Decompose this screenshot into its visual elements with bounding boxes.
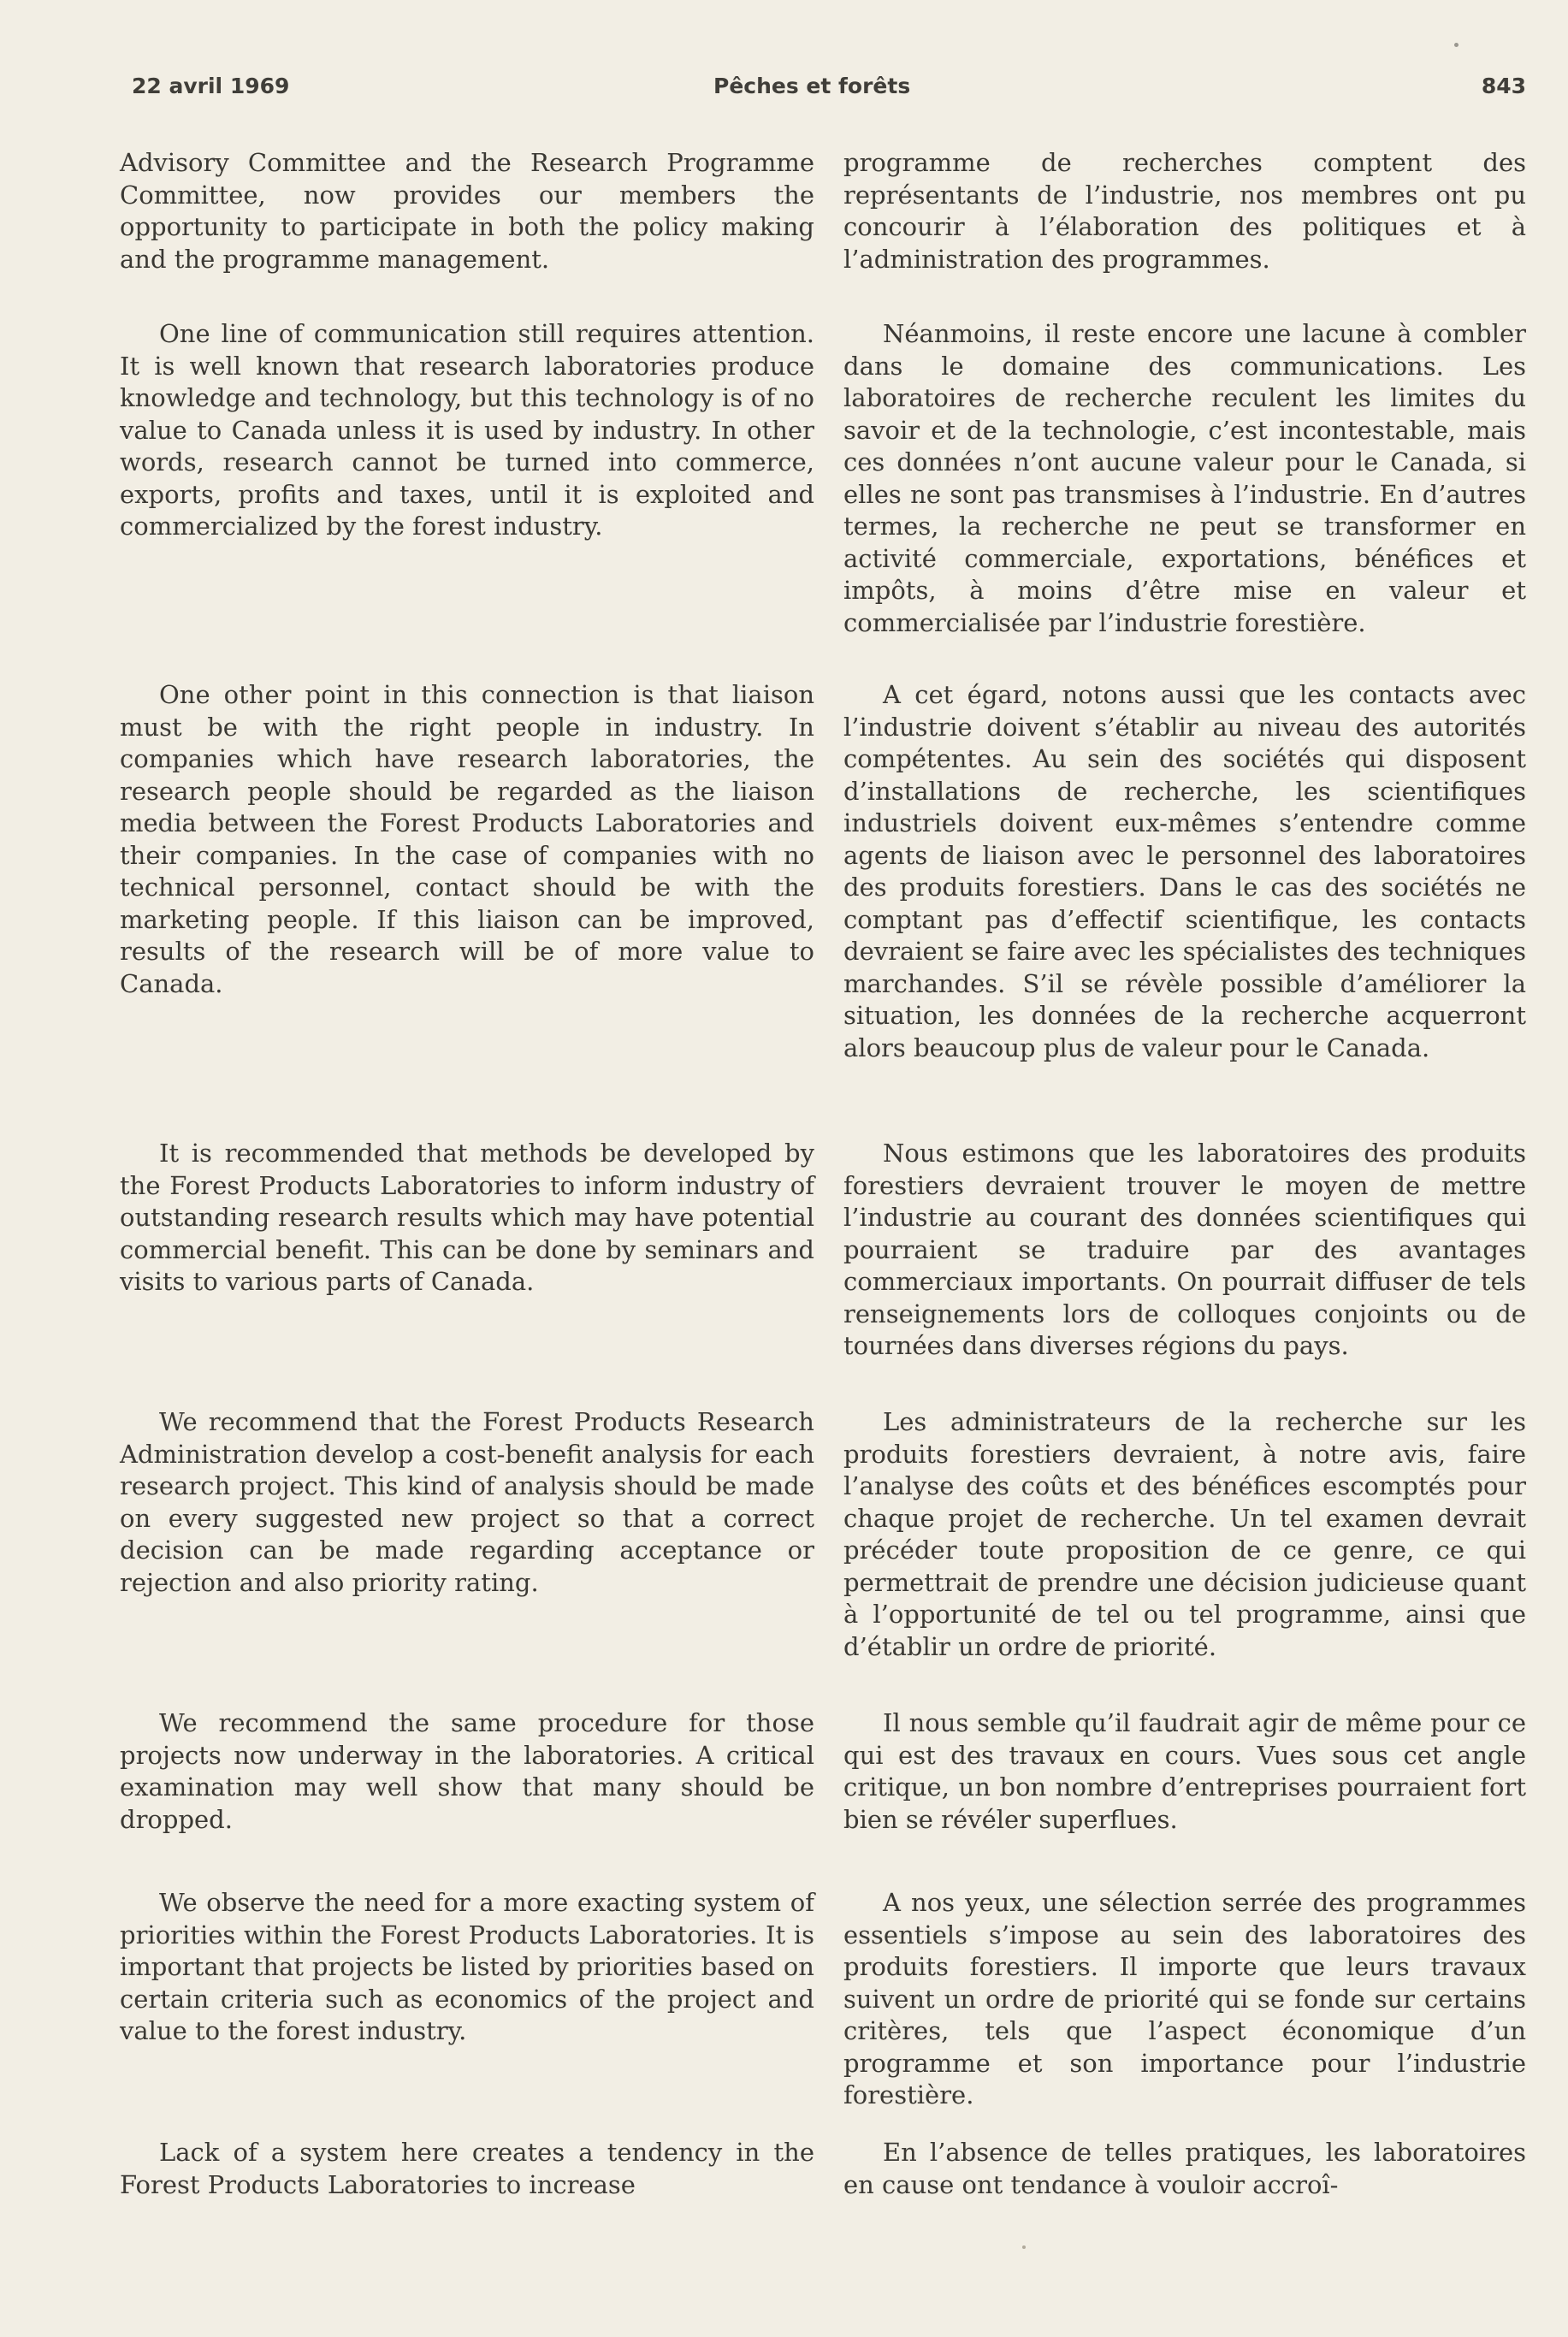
french-paragraph: Les administrateurs de la recherche sur les produits forestiers devraient, à notre avis, faire l’analyse des coûts et des bénéfices escomptés pour chaque projet de recherche. Un tel examen devrait précéder toute proposition de ce genre, ce qui permettrait de prendre une décision judicieuse quant à l’opportunité de tel ou tel programme, ainsi que d’établir un ordre de priorité. (843, 1407, 1526, 1661)
french-paragraph: A cet égard, notons aussi que les contacts avec l’industrie doivent s’établir au niveau des autorités compétentes. Au sein des sociétés qui disposent d’installations de recherche, les scientifiques industriels doivent eux-mêmes s’entendre comme agents de liaison avec le personnel des laboratoires des produits forestiers. Dans le cas des sociétés ne comptant pas d’effectif scientifique, les contacts devraient se faire avec les spécialistes des techniques marchandes. S’il se révèle possible d’améliorer la situation, les données de la recherche acquerront alors beaucoup plus de valeur pour le Canada. (843, 680, 1526, 1062)
french-paragraph: Il nous semble qu’il faudrait agir de même pour ce qui est des travaux en cours. Vues sous cet angle critique, un bon nombre d’entreprises pourraient fort bien se révéler superflues. (843, 1708, 1526, 1834)
header-section-title: Pêches et forêts (713, 74, 911, 98)
english-paragraph: Advisory Committee and the Research Programme Committee, now provides our members the opportunity to participate in both the policy making and the programme management. (120, 148, 814, 274)
french-paragraph: programme de recherches comptent des représentants de l’industrie, nos membres ont pu concourir à l’élaboration des politiques et à l’administration des programmes. (843, 148, 1526, 274)
french-paragraph: Néanmoins, il reste encore une lacune à combler dans le domaine des communications. Les laboratoires de recherche reculent les limites du savoir et de la technologie, c’est incontestable, mais ces données n’ont aucune valeur pour le Canada, si elles ne sont pas transmises à l’industrie. En d’autres termes, la recherche ne peut se transformer en activité commerciale, exportations, bénéfices et impôts, à moins d’être mise en valeur et commercialisée par l’industrie forestière. (843, 319, 1526, 637)
running-header (132, 74, 1526, 108)
page-speck (1022, 2245, 1026, 2249)
french-paragraph: En l’absence de telles pratiques, les laboratoires en cause ont tendance à vouloir accroî- (843, 2138, 1526, 2199)
french-paragraph: Nous estimons que les laboratoires des produits forestiers devraient trouver le moyen de mettre l’industrie au courant des données scientifiques qui pourraient se traduire par des avantages commerciaux importants. On pourrait diffuser de tels renseignements lors de colloques conjoints ou de tournées dans diverses régions du pays. (843, 1139, 1526, 1360)
header-page-number: 843 (1481, 74, 1526, 98)
page-speck (1454, 43, 1459, 47)
english-paragraph: We observe the need for a more exacting system of priorities within the Forest Products Laboratories. It is important that projects be listed by priorities based on certain criteria such as economics of the project and value to the forest industry. (120, 1888, 814, 2045)
english-paragraph: It is recommended that methods be developed by the Forest Products Laboratories to inform industry of outstanding research results which may have potential commercial benefit. This can be done by seminars and visits to various parts of Canada. (120, 1139, 814, 1296)
english-paragraph: One other point in this connection is that liaison must be with the right people in industry. In companies which have research laboratories, the research people should be regarded as the liaison media between the Forest Products Laboratories and their companies. In the case of companies with no technical personnel, contact should be with the marketing people. If this liaison can be improved, results of the research will be of more value to Canada. (120, 680, 814, 998)
header-date: 22 avril 1969 (132, 74, 290, 98)
english-paragraph: We recommend the same procedure for those projects now underway in the laboratories. A critical examination may well show that many should be dropped. (120, 1708, 814, 1834)
english-paragraph: Lack of a system here creates a tendency in the Forest Products Laboratories to increase (120, 2138, 814, 2199)
french-paragraph: A nos yeux, une sélection serrée des programmes essentiels s’impose au sein des laboratoires des produits forestiers. Il importe que leurs travaux suivent un ordre de priorité qui se fonde sur certains critères, tels que l’aspect économique d’un programme et son importance pour l’industrie forestière. (843, 1888, 1526, 2109)
english-paragraph: We recommend that the Forest Products Research Administration develop a cost-benefit analysis for each research project. This kind of analysis should be made on every suggested new project so that a correct decision can be made regarding acceptance or rejection and also priority rating. (120, 1407, 814, 1597)
english-paragraph: One line of communication still requires attention. It is well known that research laboratories produce knowledge and technology, but this technology is of no value to Canada unless it is used by industry. In other words, research cannot be turned into commerce, exports, profits and taxes, until it is exploited and commercialized by the forest industry. (120, 319, 814, 541)
